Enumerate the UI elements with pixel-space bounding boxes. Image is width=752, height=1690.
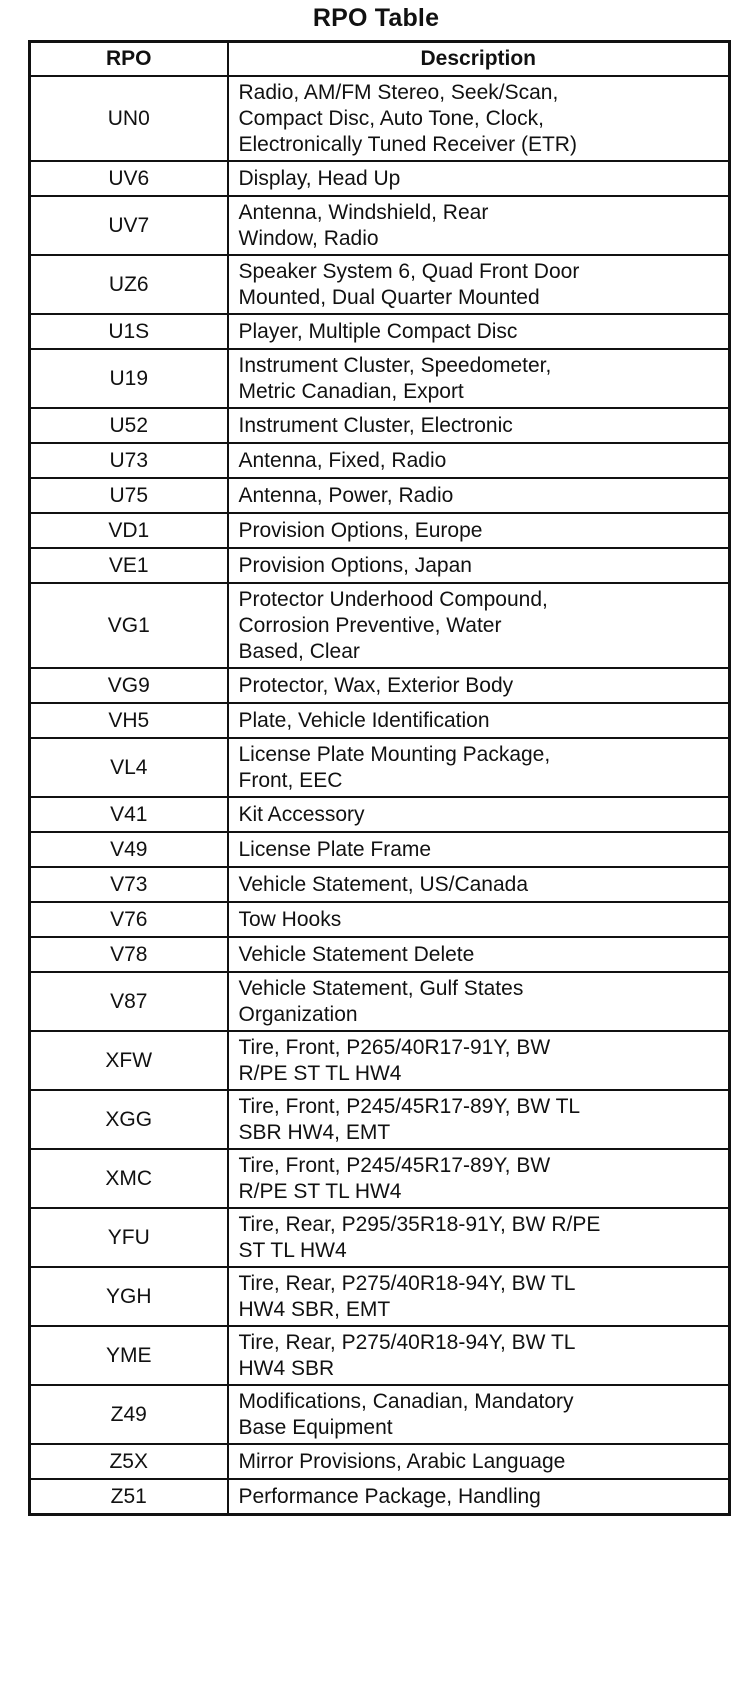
- table-row: [30, 1444, 730, 1479]
- rpo-code: V78: [30, 937, 228, 972]
- table-row: [30, 443, 730, 478]
- rpo-code: V76: [30, 902, 228, 937]
- rpo-code: VD1: [30, 513, 228, 548]
- rpo-description: Display, Head Up: [228, 161, 730, 196]
- page-title: RPO Table: [312, 4, 440, 32]
- table-row: [30, 703, 730, 738]
- table-row: [30, 478, 730, 513]
- table-row: [30, 1479, 730, 1515]
- table-row: [30, 408, 730, 443]
- table-row: [30, 902, 730, 937]
- rpo-description: Modifications, Canadian, Mandatory Base Equipment: [228, 1385, 730, 1444]
- rpo-description: Vehicle Statement, US/Canada: [228, 867, 730, 902]
- rpo-description: Protector Underhood Compound, Corrosion Preventive, Water Based, Clear: [228, 583, 730, 668]
- table-row: [30, 76, 730, 161]
- rpo-description: Kit Accessory: [228, 797, 730, 832]
- rpo-code: V87: [30, 972, 228, 1031]
- table-row: [30, 1090, 730, 1149]
- table-body: [30, 76, 730, 1515]
- table-row: [30, 832, 730, 867]
- rpo-description: Mirror Provisions, Arabic Language: [228, 1444, 730, 1479]
- table-row: [30, 314, 730, 349]
- rpo-description: Provision Options, Japan: [228, 548, 730, 583]
- rpo-code: VH5: [30, 703, 228, 738]
- table-row: [30, 1267, 730, 1326]
- table-row: [30, 196, 730, 255]
- table-row: [30, 583, 730, 668]
- rpo-code: U19: [30, 349, 228, 408]
- table-row: [30, 513, 730, 548]
- rpo-description: Player, Multiple Compact Disc: [228, 314, 730, 349]
- rpo-description: Instrument Cluster, Speedometer, Metric Canadian, Export: [228, 349, 730, 408]
- column-header-description: Description: [228, 42, 730, 77]
- table-row: [30, 161, 730, 196]
- rpo-description: Provision Options, Europe: [228, 513, 730, 548]
- rpo-table: [28, 40, 731, 1516]
- table-row: [30, 867, 730, 902]
- table-row: [30, 1208, 730, 1267]
- rpo-code: XGG: [30, 1090, 228, 1149]
- rpo-description: Antenna, Windshield, Rear Window, Radio: [228, 196, 730, 255]
- table-row: [30, 548, 730, 583]
- rpo-code: U52: [30, 408, 228, 443]
- rpo-description: Radio, AM/FM Stereo, Seek/Scan, Compact Disc, Auto Tone, Clock, Electronically Tuned Receiver (ETR): [228, 76, 730, 161]
- rpo-description: Tire, Front, P245/45R17-89Y, BW R/PE ST TL HW4: [228, 1149, 730, 1208]
- rpo-description: Tire, Rear, P295/35R18-91Y, BW R/PE ST TL HW4: [228, 1208, 730, 1267]
- rpo-code: VE1: [30, 548, 228, 583]
- rpo-code: YGH: [30, 1267, 228, 1326]
- rpo-code: UV6: [30, 161, 228, 196]
- rpo-code: UN0: [30, 76, 228, 161]
- rpo-code: VG1: [30, 583, 228, 668]
- rpo-description: Antenna, Power, Radio: [228, 478, 730, 513]
- rpo-code: XMC: [30, 1149, 228, 1208]
- rpo-description: Protector, Wax, Exterior Body: [228, 668, 730, 703]
- table-row: [30, 349, 730, 408]
- rpo-code: U73: [30, 443, 228, 478]
- rpo-code: V49: [30, 832, 228, 867]
- rpo-code: UV7: [30, 196, 228, 255]
- rpo-description: License Plate Frame: [228, 832, 730, 867]
- table-header: [30, 42, 730, 77]
- rpo-code: YME: [30, 1326, 228, 1385]
- table-row: [30, 797, 730, 832]
- rpo-code: YFU: [30, 1208, 228, 1267]
- column-header-rpo: RPO: [30, 42, 228, 77]
- rpo-description: Speaker System 6, Quad Front Door Mounted, Dual Quarter Mounted: [228, 255, 730, 314]
- rpo-description: Vehicle Statement, Gulf States Organization: [228, 972, 730, 1031]
- rpo-description: Tow Hooks: [228, 902, 730, 937]
- rpo-code: Z5X: [30, 1444, 228, 1479]
- table-row: [30, 1149, 730, 1208]
- rpo-code: Z51: [30, 1479, 228, 1515]
- rpo-description: Instrument Cluster, Electronic: [228, 408, 730, 443]
- rpo-code: V73: [30, 867, 228, 902]
- rpo-code: UZ6: [30, 255, 228, 314]
- table-row: [30, 1326, 730, 1385]
- rpo-description: Tire, Front, P245/45R17-89Y, BW TL SBR HW4, EMT: [228, 1090, 730, 1149]
- rpo-code: U75: [30, 478, 228, 513]
- rpo-description: Plate, Vehicle Identification: [228, 703, 730, 738]
- header-row: [30, 42, 730, 77]
- table-row: [30, 1031, 730, 1090]
- rpo-code: VG9: [30, 668, 228, 703]
- table-row: [30, 668, 730, 703]
- rpo-code: U1S: [30, 314, 228, 349]
- table-row: [30, 972, 730, 1031]
- table-row: [30, 738, 730, 797]
- rpo-description: Tire, Front, P265/40R17-91Y, BW R/PE ST TL HW4: [228, 1031, 730, 1090]
- rpo-code: XFW: [30, 1031, 228, 1090]
- rpo-description: Antenna, Fixed, Radio: [228, 443, 730, 478]
- rpo-code: Z49: [30, 1385, 228, 1444]
- table-row: [30, 255, 730, 314]
- rpo-description: Vehicle Statement Delete: [228, 937, 730, 972]
- table-row: [30, 1385, 730, 1444]
- rpo-description: License Plate Mounting Package, Front, EEC: [228, 738, 730, 797]
- rpo-description: Tire, Rear, P275/40R18-94Y, BW TL HW4 SBR: [228, 1326, 730, 1385]
- rpo-description: Performance Package, Handling: [228, 1479, 730, 1515]
- table-row: [30, 937, 730, 972]
- rpo-description: Tire, Rear, P275/40R18-94Y, BW TL HW4 SBR, EMT: [228, 1267, 730, 1326]
- rpo-code: VL4: [30, 738, 228, 797]
- rpo-code: V41: [30, 797, 228, 832]
